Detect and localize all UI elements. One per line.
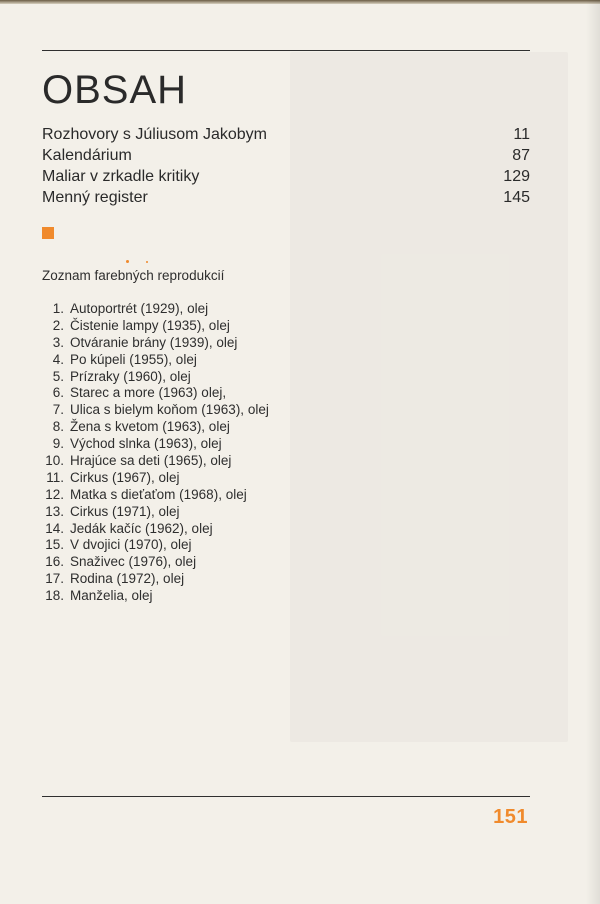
list-item — [42, 419, 269, 436]
page-right-edge-shadow — [586, 0, 600, 904]
list-item-text: Žena s kvetom (1963), olej — [70, 419, 230, 435]
list-item-number: 17. — [45, 571, 64, 587]
table-of-contents — [42, 124, 530, 208]
list-item-text: Cirkus (1971), olej — [70, 503, 180, 519]
list-item — [42, 537, 269, 554]
toc-entry — [42, 187, 530, 208]
toc-entry-label: Rozhovory s Júliusom Jakobym — [42, 126, 267, 143]
list-item-text: Ulica s bielym koňom (1963), olej — [70, 402, 269, 418]
list-item — [42, 588, 269, 605]
toc-entry-page: 145 — [503, 189, 530, 206]
list-item — [42, 436, 269, 453]
list-item-number: 8. — [52, 419, 64, 435]
list-item-number: 11. — [46, 469, 64, 485]
list-item-text: Jedák kačíc (1962), olej — [70, 520, 213, 536]
orange-dot-marker — [126, 260, 129, 263]
toc-entry-label: Kalendárium — [42, 147, 132, 164]
list-item-number: 6. — [52, 385, 64, 401]
toc-entry-label: Maliar v zrkadle kritiky — [42, 168, 200, 185]
list-item-text: Otváranie brány (1939), olej — [70, 334, 238, 350]
list-item-text: Rodina (1972), olej — [70, 571, 185, 587]
list-item-text: Matka s dieťaťom (1968), olej — [70, 486, 247, 502]
list-item — [42, 453, 269, 470]
list-item-number: 15. — [45, 537, 64, 553]
page-title: OBSAH — [42, 68, 188, 112]
orange-square-marker — [42, 227, 54, 239]
list-item-number: 2. — [52, 317, 64, 333]
list-item — [42, 369, 269, 386]
list-item — [42, 571, 269, 588]
list-item — [42, 318, 269, 335]
list-item — [42, 335, 269, 352]
list-item — [42, 521, 269, 538]
list-item-text: Autoportrét (1929), olej — [70, 301, 209, 316]
list-item-number: 14. — [45, 520, 64, 536]
list-item — [42, 352, 269, 369]
toc-entry-page: 87 — [512, 147, 530, 164]
page-number: 151 — [493, 806, 528, 828]
list-item — [42, 470, 269, 487]
list-item — [42, 402, 269, 419]
toc-entry-label: Menný register — [42, 189, 148, 206]
list-item — [42, 385, 269, 402]
list-item — [42, 554, 269, 571]
toc-entry-page: 11 — [513, 126, 530, 143]
list-item-number: 9. — [52, 436, 64, 452]
reproductions-list — [42, 301, 269, 605]
list-item-number: 13. — [45, 503, 64, 519]
list-item-text: Východ slnka (1963), olej — [70, 436, 222, 452]
page-top-edge — [0, 0, 600, 4]
reproductions-heading: Zoznam farebných reprodukcií — [42, 268, 225, 283]
list-item — [42, 487, 269, 504]
list-item-number: 3. — [52, 334, 64, 350]
list-item-number: 12. — [45, 486, 64, 502]
list-item-text: Po kúpeli (1955), olej — [70, 351, 197, 367]
top-rule — [42, 50, 530, 51]
list-item-text: Snaživec (1976), olej — [70, 554, 197, 570]
list-item-text: Cirkus (1967), olej — [70, 469, 180, 485]
list-item-number: 16. — [45, 554, 64, 570]
list-item-text: Prízraky (1960), olej — [70, 368, 191, 384]
list-item-number: 1. — [52, 301, 64, 316]
list-item-text: Hrajúce sa deti (1965), olej — [70, 453, 232, 469]
bottom-rule — [42, 796, 530, 797]
toc-entry — [42, 145, 530, 166]
list-item-number: 18. — [45, 588, 64, 604]
list-item-text: V dvojici (1970), olej — [70, 537, 192, 553]
list-item — [42, 504, 269, 521]
orange-dot-marker — [146, 261, 148, 263]
list-item-number: 4. — [52, 351, 64, 367]
list-item-number: 10. — [45, 453, 64, 469]
list-item-text: Starec a more (1963) olej, — [70, 385, 227, 401]
toc-entry-page: 129 — [503, 168, 530, 185]
list-item-number: 7. — [52, 402, 64, 418]
list-item-text: Manželia, olej — [70, 588, 153, 604]
toc-entry — [42, 166, 530, 187]
list-item — [42, 301, 269, 318]
list-item-number: 5. — [52, 368, 64, 384]
list-item-text: Čistenie lampy (1935), olej — [70, 317, 230, 333]
toc-entry — [42, 124, 530, 145]
